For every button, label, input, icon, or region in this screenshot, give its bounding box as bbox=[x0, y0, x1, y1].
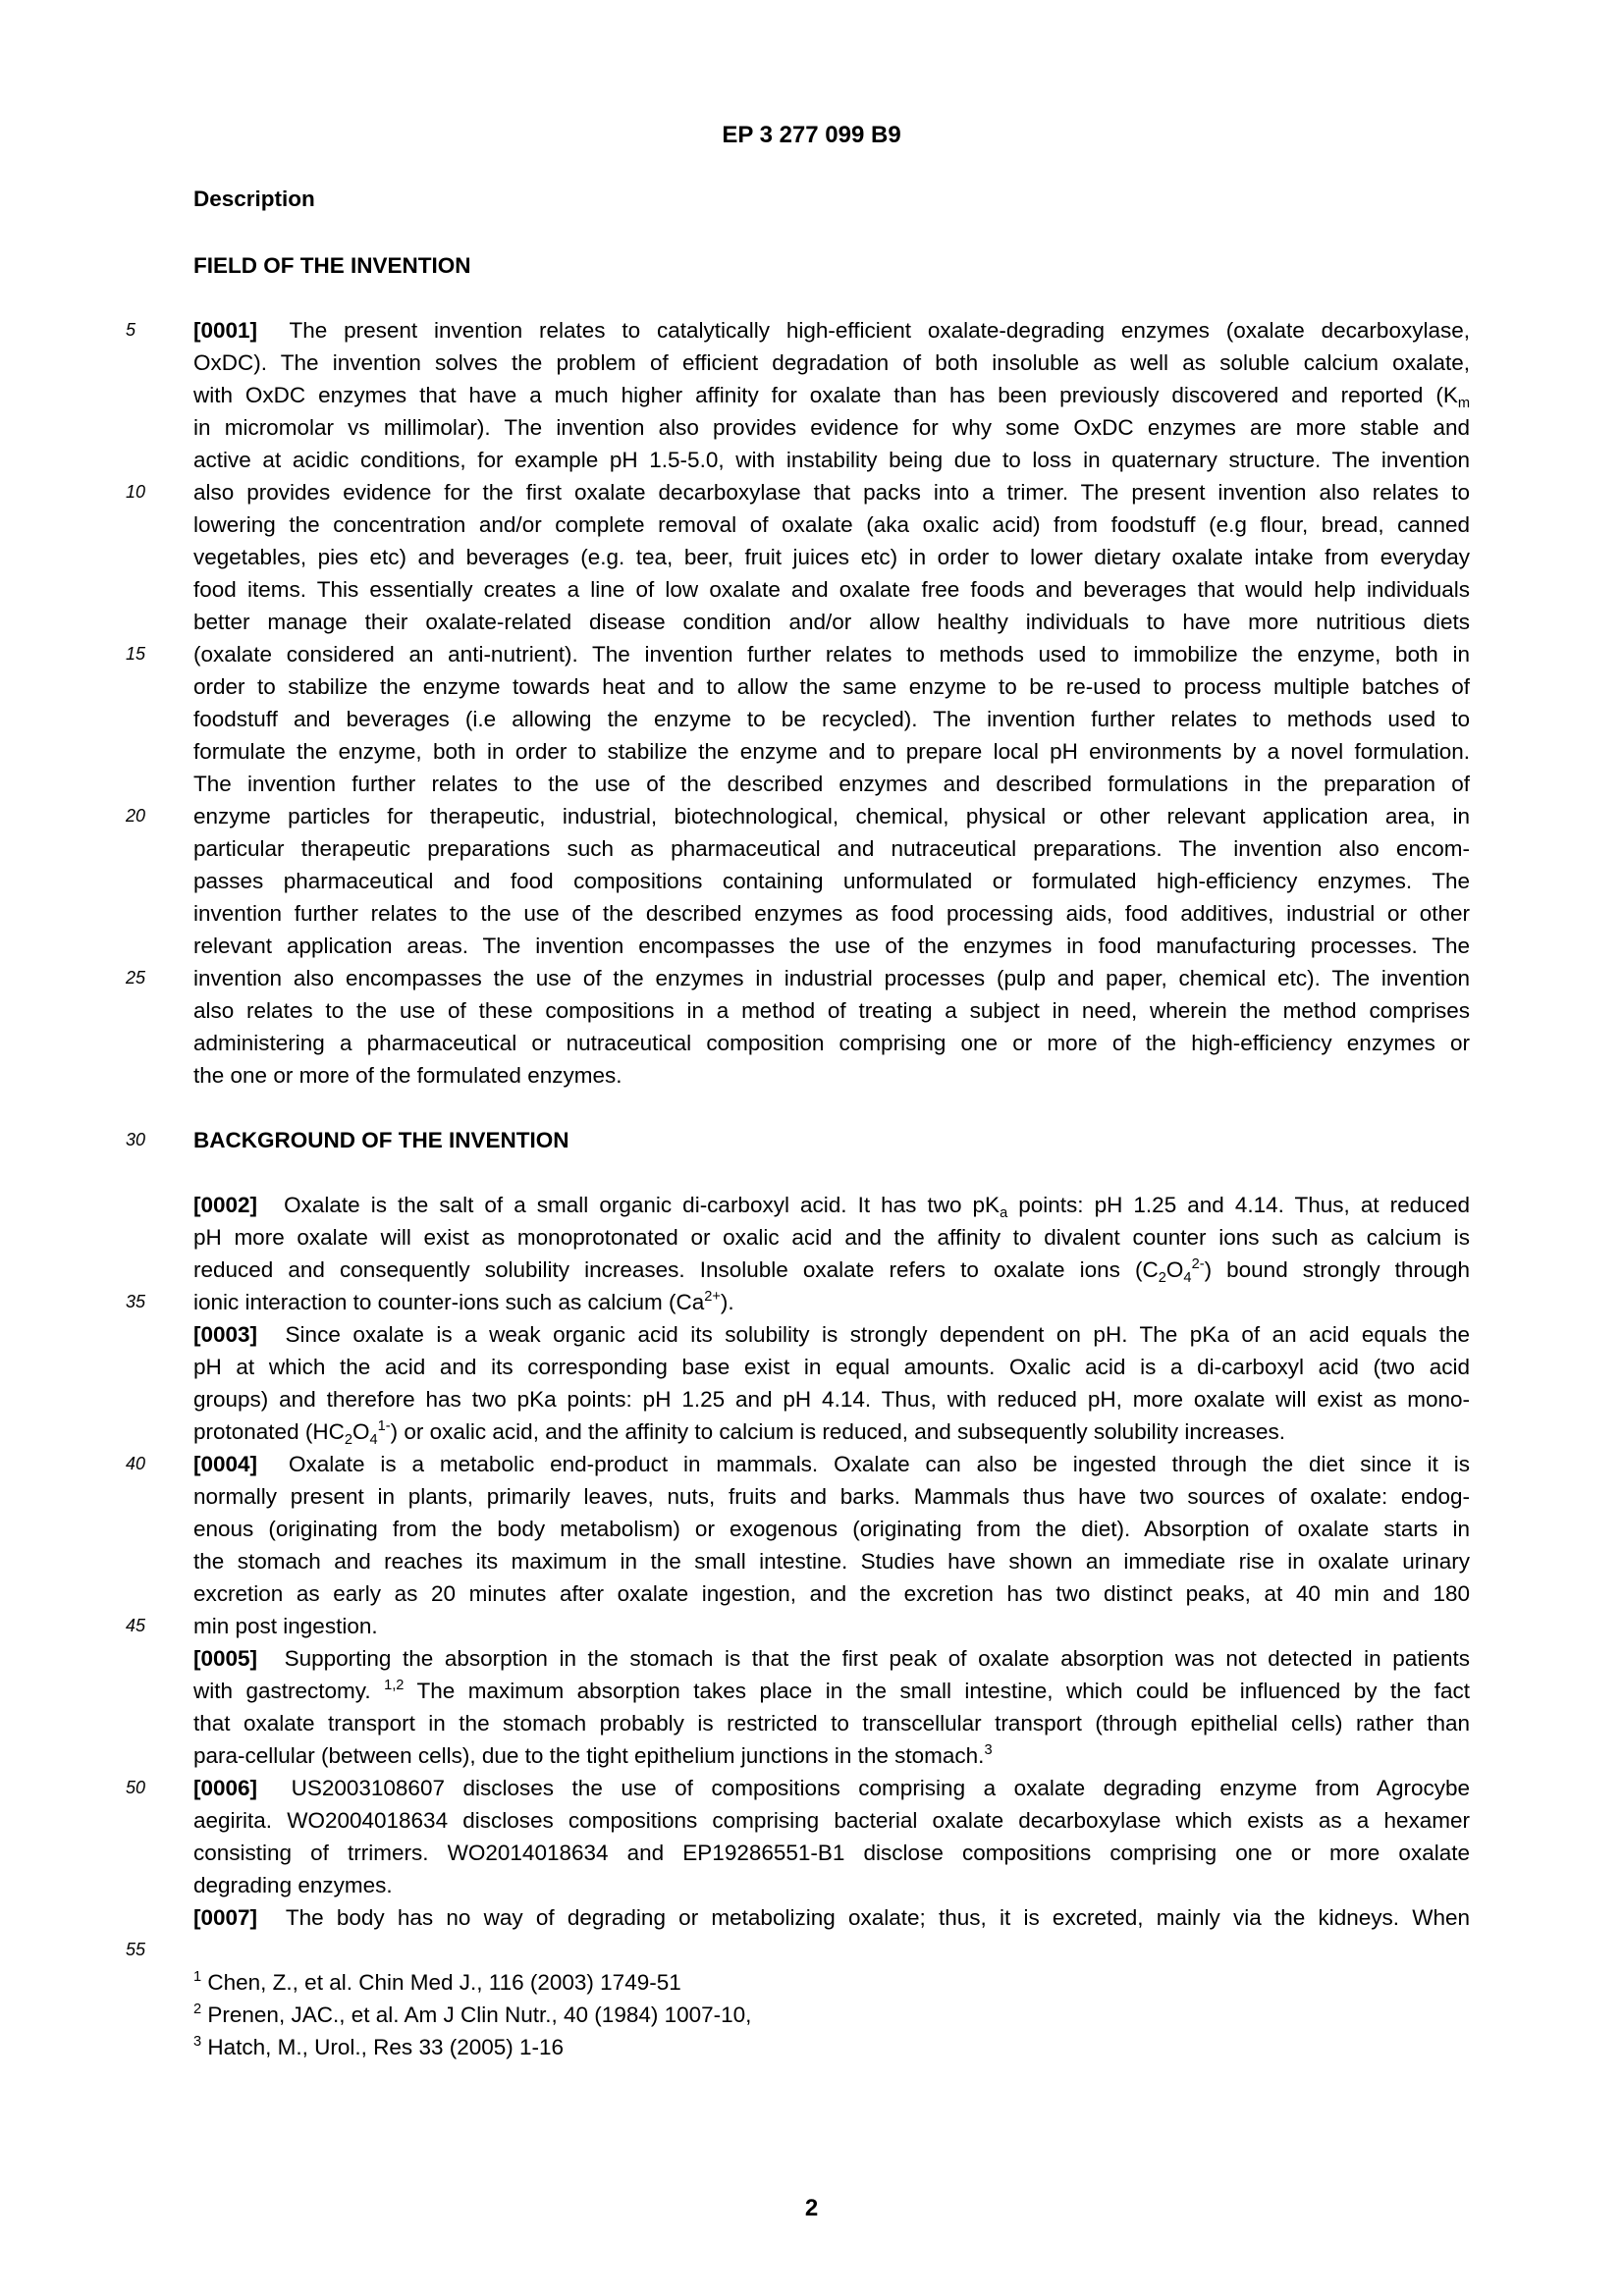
line-number: 55 bbox=[126, 1940, 146, 1959]
paragraph-number: [0006] bbox=[193, 1776, 258, 1800]
footnote: $^1$ Chen, Z., et al. Chin Med J., 116 (2003) 1749-51 bbox=[193, 1969, 681, 1995]
page-number: 2 bbox=[804, 2195, 819, 2221]
line-number: 5 bbox=[126, 320, 136, 340]
footnote: $^3$ Hatch, M., Urol., Res 33 (2005) 1-16 bbox=[193, 2034, 565, 2059]
paragraph-number: [0001] bbox=[193, 318, 258, 343]
footnote: $^2$ Prenen, JAC., et al. Am J Clin Nutr., 40 (1984) 1007-10, bbox=[193, 2002, 752, 2027]
heading-field-of-invention: FIELD OF THE INVENTION bbox=[193, 253, 471, 278]
document-header: EP 3 277 099 B9 bbox=[722, 122, 901, 148]
heading-background-of-invention: BACKGROUND OF THE INVENTION bbox=[193, 1128, 569, 1152]
patent-page: EP 3 277 099 B9 Description FIELD OF THE INVENTION 5 10 15 20 25 30 35 40 45 50 55 [0001] The present invention relates to catalytically high-efficient oxalate-degrading enzymes (oxalate decarboxylase, OxDC). The invention solves the problem of efficient degradation of both insoluble as well as soluble calcium oxalate, with OxDC enzymes that have a much higher affinity for oxalate than has been previously discovered and reported ($K_m$ in micromolar vs millimolar). The invention also provides evidence for why some OxDC enzymes are more stable and active at acidic conditions, for example pH 1.5-5.0, with instability being due to loss in quaternary structure. The invention also provides evidence for the first oxalate decarboxylase that packs into a trimer. The present invention also relates to lowering the concentration and/or complete removal of oxalate (aka oxalic acid) from foodstuff (e.g flour, bread, canned vegetables, pies etc) and beverages (e.g. tea, beer, fruit juices etc) in order to lower dietary oxalate intake from everyday food items. This essentially creates a line of low oxalate and oxalate free foods and beverages that would help individuals better manage their oxalate-related disease condition and/or allow healthy individuals to have more nutritious diets (oxalate considered an anti-nutrient). The invention further relates to methods used to immobilize the enzyme, both in order to stabilize the enzyme towards heat and to allow the same enzyme to be re-used to process multiple batches of foodstuff and beverages (i.e allowing the enzyme to be recycled). The invention further relates to methods used to formulate the enzyme, both in order to stabilize the enzyme and to prepare local pH environments by a novel formulation. The invention further relates to the use of the described enzymes and described formulations in the preparation of enzyme particles for therapeutic, industrial, biotechnological, chemical, physical or other relevant application area, in particular therapeutic preparations such as pharmaceutical and nutraceutical preparations. The invention also encom- passes pharmaceutical and food compositions containing unformulated or formulated high-efficiency enzymes. The invention further relates to the use of the described enzymes as food processing aids, food additives, industrial or other relevant application areas. The invention encompasses the use of the enzymes in food manufacturing processes. The invention also encompasses the use of the enzymes in industrial processes (pulp and paper, chemical etc). The invention also relates to the use of these compositions in a method of treating a subject in need, wherein the method comprises administering a pharmaceutical or nutraceutical composition comprising one or more of the high-efficiency enzymes or the one or more of the formulated enzymes. BACKGROUND OF THE INVENTION [0002] Oxalate is the salt of a small organic di-carboxyl acid. It has two $pK_a$ points: pH 1.25 and 4.14. Thus, at reduced pH more oxalate will exist as monoprotonated or oxalic acid and the affinity to divalent counter ions such as calcium is reduced and consequently solubility increases. Insoluble oxalate refers to oxalate ions $(C_2O_4^{2-})$ bound strongly through ionic interaction to counter-ions such as calcium $(Ca^{2+})$. [0003] Since oxalate is a weak organic acid its solubility is strongly dependent on pH. The pKa of an acid equals the pH at which the acid and its corresponding base exist in equal amounts. Oxalic acid is a di-carboxyl acid (two acid groups) and therefore has two pKa points: pH 1.25 and pH 4.14. Thus, with reduced pH, more oxalate will exist as mono- protonated $(HC_2O_4^{1-})$ or oxalic acid, and the affinity to calcium is reduced, and subsequently solubility increases. [0004] Oxalate is a metabolic end-product in mammals. Oxalate can also be ingested through the diet since it is normally present in plants, primarily leaves, nuts, fruits and barks. Mammals thus have two sources of oxalate: endog- enous (originating from the body metabolism) or exogenous (originating from the diet). Absorption of oxalate starts in the stomach and reaches its maximum in the small intestine. Studies have shown an immediate rise in oxalate urinary excretion as early as 20 minutes after oxalate ingestion, and the excretion has two distinct peaks, at 40 min and 180 min post ingestion. [0005] Supporting the absorption in the stomach is that the first peak of oxalate absorption was not detected in patients with gastrectomy. $^{1,2}$ The maximum absorption takes place in the small intestine, which could be influenced by the fact that oxalate transport in the stomach probably is restricted to transcellular transport (through epithelial cells) rather than para-cellular (between cells), due to the tight epithelium junctions in the stomach.$^3$ [0006] US2003108607 discloses the use of compositions comprising a oxalate degrading enzyme from Agrocybe aegirita. WO2004018634 discloses compositions comprising bacterial oxalate decarboxylase which exists as a hexamer consisting of trrimers. WO2014018634 and EP19286551-B1 disclose compositions comprising one or more oxalate degrading enzymes. [0007] The body has no way of degrading or metabolizing oxalate; thus, it is excreted, mainly via the kidneys. When $^1$ Chen, Z., et al. Chin Med J., 116 (2003) 1749-51 $^2$ Prenen, JAC., et al. Am J Clin Nutr., 40 (1984) 1007-10, $^3$ Hatch, M., Urol., Res 33 (2005) 1-16 2 bbox=[0, 0, 1623, 2296]
line-number: 25 bbox=[126, 968, 146, 988]
paragraph-number: [0002] bbox=[193, 1193, 258, 1217]
line-number: 30 bbox=[126, 1130, 146, 1149]
paragraph-number: [0003] bbox=[193, 1322, 258, 1347]
line-number: 10 bbox=[126, 482, 146, 502]
line-number: 35 bbox=[126, 1292, 146, 1311]
section-title: Description bbox=[193, 187, 315, 211]
paragraph-number: [0007] bbox=[193, 1905, 258, 1930]
paragraph-number: [0004] bbox=[193, 1452, 258, 1476]
line-number: 20 bbox=[126, 806, 146, 826]
line-number: 15 bbox=[126, 644, 146, 664]
line-number: 50 bbox=[126, 1778, 146, 1797]
line-number: 40 bbox=[126, 1454, 146, 1473]
line-number: 45 bbox=[126, 1616, 146, 1635]
paragraph-number: [0005] bbox=[193, 1646, 258, 1671]
